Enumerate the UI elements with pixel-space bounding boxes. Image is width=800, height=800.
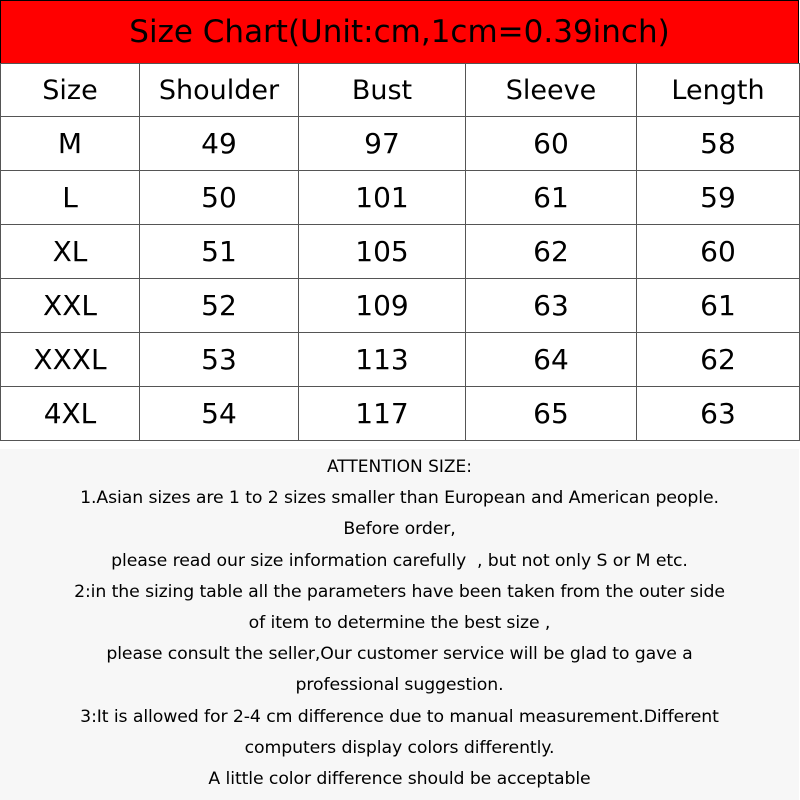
cell-size: M bbox=[1, 117, 140, 171]
cell-bust: 113 bbox=[299, 333, 466, 387]
chart-title: Size Chart(Unit:cm,1cm=0.39inch) bbox=[0, 0, 799, 64]
cell-bust: 109 bbox=[299, 279, 466, 333]
cell-length: 60 bbox=[637, 225, 800, 279]
size-table bbox=[0, 63, 800, 441]
cell-shoulder: 54 bbox=[140, 387, 299, 441]
cell-shoulder: 51 bbox=[140, 225, 299, 279]
cell-sleeve: 64 bbox=[466, 333, 637, 387]
cell-sleeve: 60 bbox=[466, 117, 637, 171]
table-row bbox=[1, 387, 800, 441]
cell-length: 62 bbox=[637, 333, 800, 387]
table-row bbox=[1, 171, 800, 225]
cell-size: XXL bbox=[1, 279, 140, 333]
cell-shoulder: 49 bbox=[140, 117, 299, 171]
note-line: 3:It is allowed for 2-4 cm difference due to manual measurement.Different bbox=[80, 706, 719, 727]
table-row bbox=[1, 225, 800, 279]
notes-heading: ATTENTION SIZE: bbox=[326, 457, 473, 477]
note-line: please read our size information carefully , but not only S or M etc. bbox=[111, 550, 688, 571]
cell-length: 61 bbox=[637, 279, 800, 333]
note-line: computers display colors differently. bbox=[244, 737, 555, 758]
note-line: 2:in the sizing table all the parameters have been taken from the outer side bbox=[74, 581, 725, 602]
cell-bust: 117 bbox=[299, 387, 466, 441]
note-line: 1.Asian sizes are 1 to 2 sizes smaller than European and American people. bbox=[80, 488, 719, 509]
header-length: Length bbox=[637, 64, 800, 117]
note-line: A little color difference should be acceptable bbox=[208, 769, 591, 790]
table-header-row bbox=[1, 64, 800, 117]
cell-bust: 101 bbox=[299, 171, 466, 225]
cell-shoulder: 50 bbox=[140, 171, 299, 225]
cell-sleeve: 65 bbox=[466, 387, 637, 441]
cell-bust: 97 bbox=[299, 117, 466, 171]
cell-sleeve: 63 bbox=[466, 279, 637, 333]
cell-size: 4XL bbox=[1, 387, 140, 441]
cell-shoulder: 53 bbox=[140, 333, 299, 387]
cell-length: 63 bbox=[637, 387, 800, 441]
cell-length: 59 bbox=[637, 171, 800, 225]
cell-length: 58 bbox=[637, 117, 800, 171]
cell-sleeve: 62 bbox=[466, 225, 637, 279]
table-row bbox=[1, 117, 800, 171]
header-size: Size bbox=[1, 64, 140, 117]
note-line: please consult the seller,Our customer service will be glad to gave a bbox=[106, 644, 693, 665]
table-row bbox=[1, 333, 800, 387]
cell-size: XXXL bbox=[1, 333, 140, 387]
header-shoulder: Shoulder bbox=[140, 64, 299, 117]
cell-bust: 105 bbox=[299, 225, 466, 279]
cell-sleeve: 61 bbox=[466, 171, 637, 225]
cell-shoulder: 52 bbox=[140, 279, 299, 333]
note-line: professional suggestion. bbox=[295, 675, 504, 696]
table-row bbox=[1, 279, 800, 333]
note-line: Before order, bbox=[343, 519, 456, 540]
attention-notes bbox=[0, 449, 799, 800]
header-sleeve: Sleeve bbox=[466, 64, 637, 117]
cell-size: XL bbox=[1, 225, 140, 279]
header-bust: Bust bbox=[299, 64, 466, 117]
cell-size: L bbox=[1, 171, 140, 225]
note-line: of item to determine the best size , bbox=[248, 613, 551, 634]
